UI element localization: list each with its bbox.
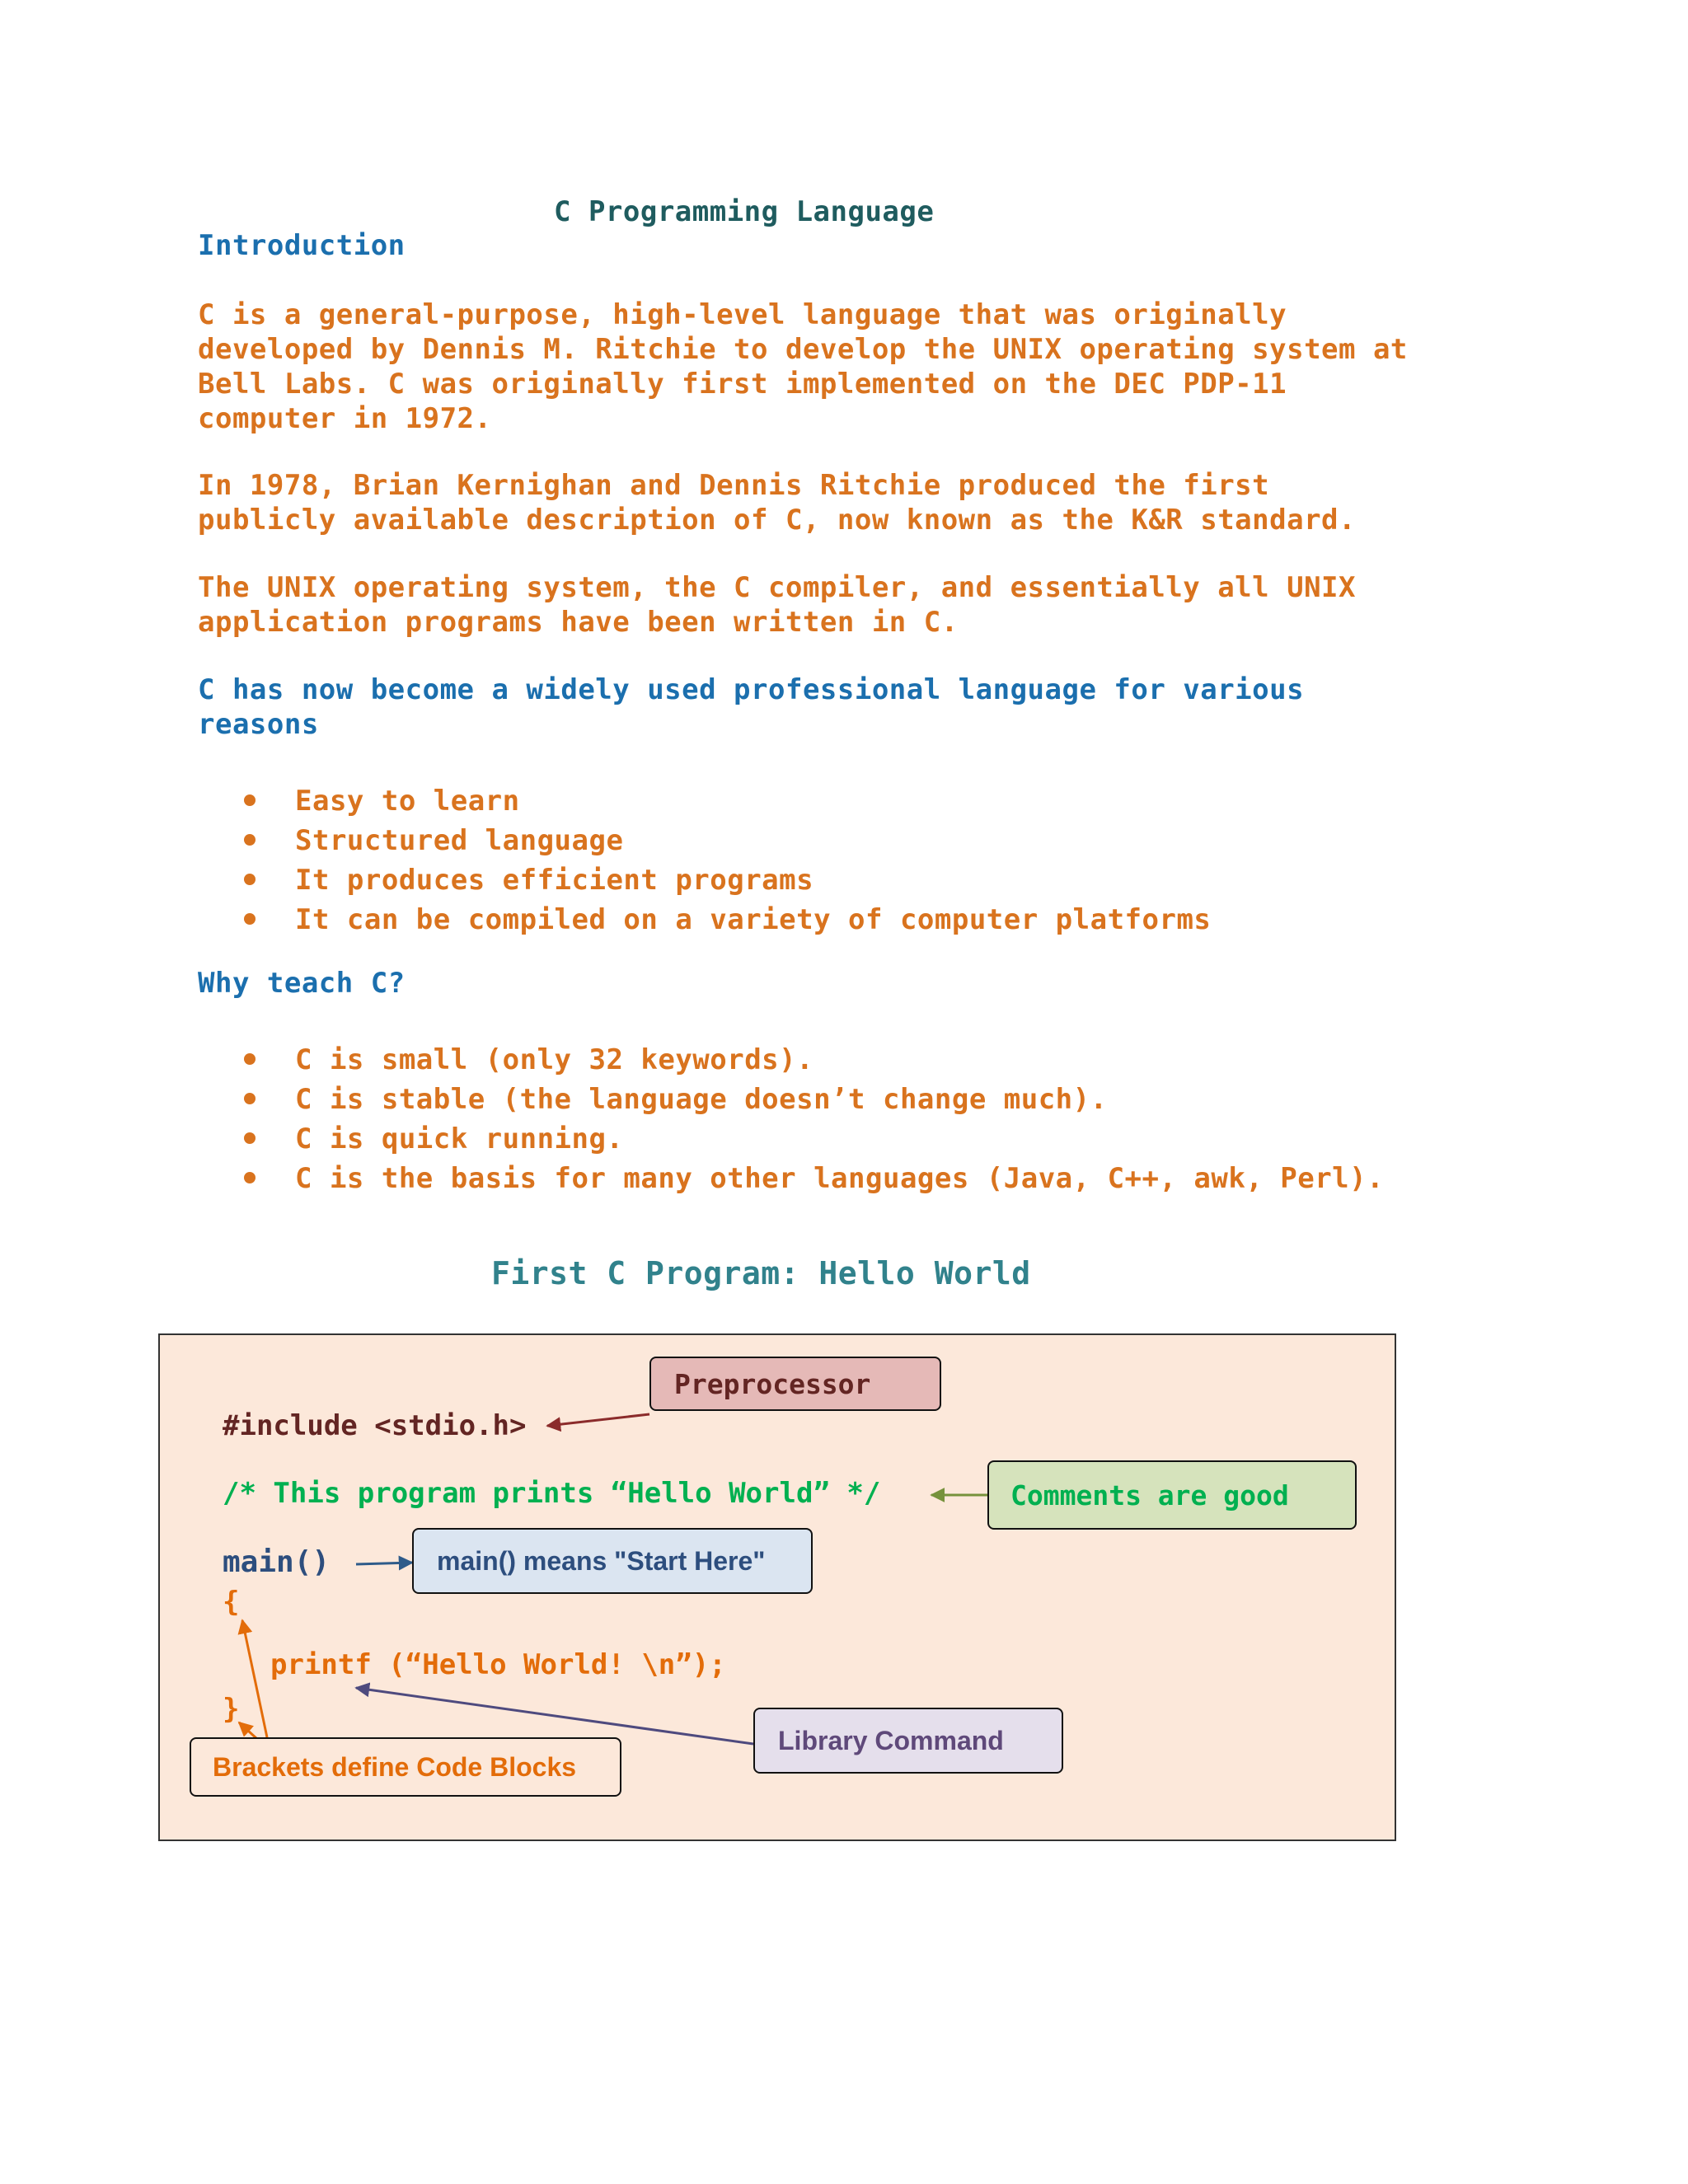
why-list — [198, 1040, 1384, 1198]
close-brace-arrow — [239, 1722, 257, 1739]
bullet-icon — [244, 834, 256, 846]
why-heading: Why teach C? — [198, 967, 406, 1000]
open-brace-arrow — [242, 1620, 267, 1737]
list-item: C is quick running. — [198, 1119, 1384, 1159]
main-callout — [412, 1528, 813, 1594]
list-item: C is stable (the language doesn’t change much). — [198, 1080, 1384, 1119]
code-main: main() — [223, 1545, 331, 1579]
code-printf: printf (“Hello World! \n”); — [270, 1648, 726, 1681]
library-arrow — [356, 1688, 753, 1744]
library-callout — [753, 1708, 1063, 1774]
intro-paragraph-1: C is a general-purpose, high-level language that was originally developed by Dennis M. Ritchie to develop the UNIX operating system at Bell Labs. C was originally first implemented on the DEC PDP-11 computer in 1972. — [198, 298, 1408, 435]
list-item: It can be compiled on a variety of computer platforms — [198, 900, 1211, 940]
bullet-icon — [244, 913, 256, 925]
hello-world-diagram — [158, 1333, 1396, 1841]
program-heading: First C Program: Hello World — [491, 1255, 1031, 1291]
preprocessor-label: Preprocessor — [674, 1367, 871, 1400]
list-item: C is small (only 32 keywords). — [198, 1040, 1384, 1080]
intro-heading: Introduction — [198, 229, 406, 262]
comments-label: Comments are good — [1010, 1479, 1289, 1511]
bullet-icon — [244, 794, 256, 806]
intro-paragraph-3: The UNIX operating system, the C compiler, and essentially all UNIX application programs have been written in C. — [198, 571, 1356, 639]
list-item: Structured language — [198, 821, 1211, 860]
main-means-label: main() means "Start Here" — [437, 1545, 766, 1576]
preprocessor-arrow — [547, 1414, 649, 1426]
preprocessor-callout — [649, 1357, 941, 1411]
list-item: It produces efficient programs — [198, 860, 1211, 900]
bullet-icon — [244, 874, 256, 885]
list-item: C is the basis for many other languages (Java, C++, awk, Perl). — [198, 1159, 1384, 1198]
main-arrow — [356, 1563, 412, 1564]
code-close-brace: } — [223, 1693, 240, 1726]
code-include: #include <stdio.h> — [223, 1409, 527, 1442]
code-open-brace: { — [223, 1586, 240, 1619]
bullet-icon — [244, 1053, 256, 1065]
intro-paragraph-2: In 1978, Brian Kernighan and Dennis Ritchie produced the first publicly available description of C, now known as the K&R standard. — [198, 469, 1356, 537]
page-title: C Programming Language — [554, 195, 935, 228]
reasons-list — [198, 781, 1211, 940]
comments-callout — [987, 1460, 1357, 1530]
library-label: Library Command — [778, 1725, 1004, 1755]
brackets-label: Brackets define Code Blocks — [213, 1751, 577, 1782]
bullet-icon — [244, 1172, 256, 1183]
bullet-icon — [244, 1093, 256, 1104]
code-comment: /* This program prints “Hello World” */ — [223, 1477, 881, 1510]
brackets-callout — [190, 1737, 621, 1797]
bullet-icon — [244, 1132, 256, 1144]
list-item: Easy to learn — [198, 781, 1211, 821]
reasons-heading: C has now become a widely used professional language for various reasons — [198, 673, 1305, 741]
